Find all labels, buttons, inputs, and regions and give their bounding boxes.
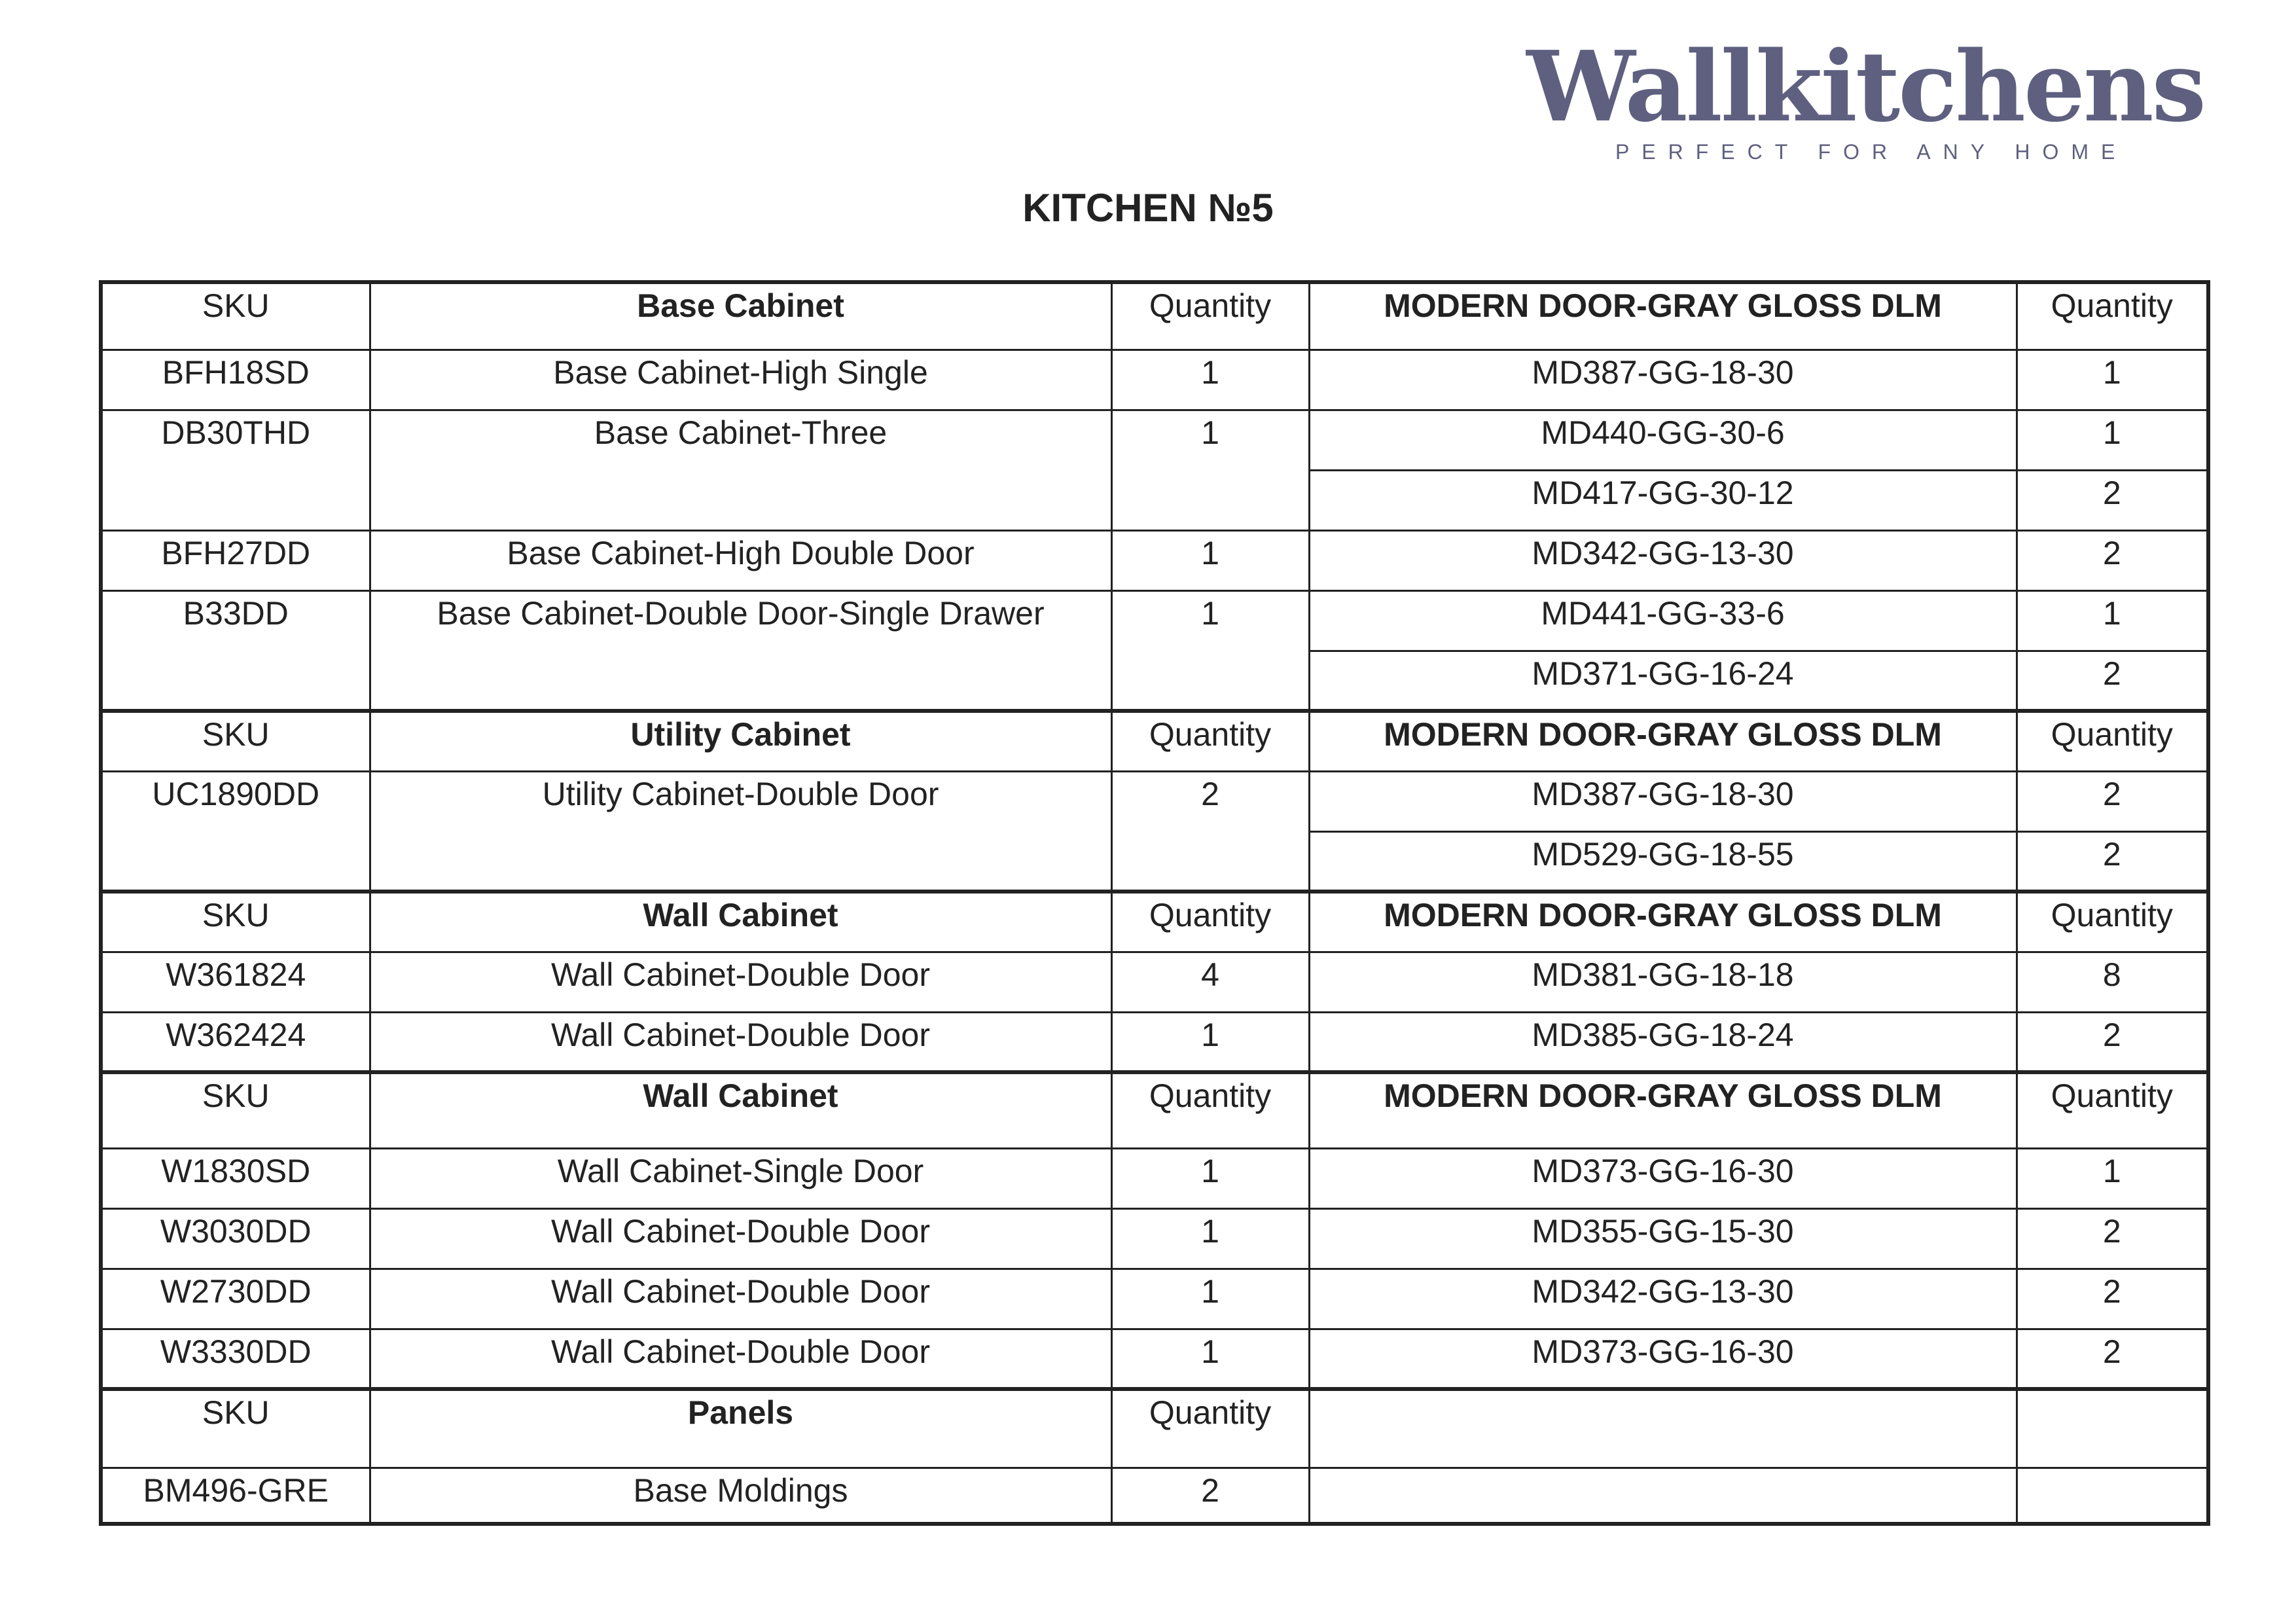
- header-door-type: MODERN DOOR-GRAY GLOSS DLM: [1309, 892, 2017, 952]
- kitchen-order-table: [99, 280, 2210, 1526]
- section-header-row: [101, 282, 2208, 350]
- header-cabinet-type: Wall Cabinet: [370, 1072, 1111, 1148]
- door-quantity: [2017, 1468, 2208, 1524]
- cabinet-sku: W361824: [101, 952, 370, 1012]
- header-door-quantity: Quantity: [2017, 892, 2208, 952]
- brand-logo: [1526, 29, 2204, 164]
- cabinet-sku: DB30THD: [101, 410, 370, 530]
- door-quantity: 2: [2017, 470, 2208, 530]
- door-code: MD387-GG-18-30: [1309, 350, 2017, 410]
- header-cabinet-type: Panels: [370, 1389, 1111, 1468]
- header-door-quantity: Quantity: [2017, 282, 2208, 350]
- door-quantity: 1: [2017, 1148, 2208, 1208]
- door-quantity: 2: [2017, 530, 2208, 590]
- door-quantity: 2: [2017, 1012, 2208, 1072]
- cabinet-sku: BM496-GRE: [101, 1468, 370, 1524]
- cabinet-sku: BFH18SD: [101, 350, 370, 410]
- door-code: MD373-GG-16-30: [1309, 1329, 2017, 1389]
- door-quantity: 2: [2017, 1329, 2208, 1389]
- cabinet-quantity: 4: [1111, 952, 1309, 1012]
- page-title: KITCHEN №5: [1022, 186, 1274, 230]
- door-quantity: 1: [2017, 590, 2208, 651]
- table-row: [101, 530, 2208, 590]
- cabinet-quantity: 1: [1111, 530, 1309, 590]
- cabinet-quantity: 1: [1111, 1269, 1309, 1329]
- cabinet-sku: BFH27DD: [101, 530, 370, 590]
- cabinet-sku: B33DD: [101, 590, 370, 711]
- door-code: MD385-GG-18-24: [1309, 1012, 2017, 1072]
- door-quantity: 2: [2017, 831, 2208, 892]
- cabinet-name: Base Cabinet-High Double Door: [370, 530, 1111, 590]
- door-code: MD342-GG-13-30: [1309, 1269, 2017, 1329]
- cabinet-name: Utility Cabinet-Double Door: [370, 771, 1111, 892]
- cabinet-sku: W362424: [101, 1012, 370, 1072]
- header-sku: SKU: [101, 282, 370, 350]
- header-door-quantity: [2017, 1389, 2208, 1468]
- door-quantity: 2: [2017, 651, 2208, 711]
- cabinet-quantity: 1: [1111, 1012, 1309, 1072]
- door-code: MD441-GG-33-6: [1309, 590, 2017, 651]
- section-header-row: [101, 1389, 2208, 1468]
- table-row: [101, 1329, 2208, 1389]
- table-row: [101, 1269, 2208, 1329]
- brand-name: Wallkitchens: [1526, 29, 2204, 143]
- table-row: [101, 952, 2208, 1012]
- table-row: [101, 1012, 2208, 1072]
- cabinet-quantity: 1: [1111, 350, 1309, 410]
- door-code: MD440-GG-30-6: [1309, 410, 2017, 470]
- table-row: [101, 1208, 2208, 1269]
- table-row: [101, 410, 2208, 470]
- cabinet-name: Wall Cabinet-Double Door: [370, 1208, 1111, 1269]
- cabinet-name: Wall Cabinet-Single Door: [370, 1148, 1111, 1208]
- door-code: MD371-GG-16-24: [1309, 651, 2017, 711]
- section-header-row: [101, 1072, 2208, 1148]
- door-quantity: 1: [2017, 410, 2208, 470]
- cabinet-name: Wall Cabinet-Double Door: [370, 952, 1111, 1012]
- table-row: [101, 590, 2208, 651]
- header-door-quantity: Quantity: [2017, 1072, 2208, 1148]
- door-quantity: 2: [2017, 1269, 2208, 1329]
- door-code: MD417-GG-30-12: [1309, 470, 2017, 530]
- header-cabinet-type: Base Cabinet: [370, 282, 1111, 350]
- door-code: [1309, 1468, 2017, 1524]
- header-sku: SKU: [101, 711, 370, 771]
- table-row: [101, 1148, 2208, 1208]
- table-row: [101, 1468, 2208, 1524]
- cabinet-name: Base Cabinet-High Single: [370, 350, 1111, 410]
- door-quantity: 8: [2017, 952, 2208, 1012]
- cabinet-sku: W3030DD: [101, 1208, 370, 1269]
- door-quantity: 2: [2017, 771, 2208, 831]
- header-quantity: Quantity: [1111, 1072, 1309, 1148]
- cabinet-name: Base Cabinet-Three: [370, 410, 1111, 530]
- cabinet-quantity: 1: [1111, 1329, 1309, 1389]
- door-quantity: 1: [2017, 350, 2208, 410]
- header-quantity: Quantity: [1111, 282, 1309, 350]
- cabinet-quantity: 2: [1111, 771, 1309, 892]
- cabinet-name: Base Moldings: [370, 1468, 1111, 1524]
- header-cabinet-type: Utility Cabinet: [370, 711, 1111, 771]
- header-cabinet-type: Wall Cabinet: [370, 892, 1111, 952]
- header-sku: SKU: [101, 1389, 370, 1468]
- cabinet-name: Wall Cabinet-Double Door: [370, 1269, 1111, 1329]
- header-quantity: Quantity: [1111, 1389, 1309, 1468]
- header-door-type: MODERN DOOR-GRAY GLOSS DLM: [1309, 1072, 2017, 1148]
- section-header-row: [101, 892, 2208, 952]
- table-row: [101, 771, 2208, 831]
- cabinet-quantity: 1: [1111, 1148, 1309, 1208]
- header-door-type: [1309, 1389, 2017, 1468]
- cabinet-quantity: 1: [1111, 410, 1309, 530]
- table-row: [101, 350, 2208, 410]
- door-code: MD373-GG-16-30: [1309, 1148, 2017, 1208]
- door-code: MD342-GG-13-30: [1309, 530, 2017, 590]
- brand-tagline: PERFECT FOR ANY HOME: [1615, 140, 2128, 164]
- header-door-quantity: Quantity: [2017, 711, 2208, 771]
- door-code: MD381-GG-18-18: [1309, 952, 2017, 1012]
- cabinet-sku: W3330DD: [101, 1329, 370, 1389]
- header-door-type: MODERN DOOR-GRAY GLOSS DLM: [1309, 282, 2017, 350]
- door-quantity: 2: [2017, 1208, 2208, 1269]
- cabinet-sku: W1830SD: [101, 1148, 370, 1208]
- cabinet-name: Base Cabinet-Double Door-Single Drawer: [370, 590, 1111, 711]
- header-sku: SKU: [101, 1072, 370, 1148]
- cabinet-name: Wall Cabinet-Double Door: [370, 1012, 1111, 1072]
- cabinet-sku: UC1890DD: [101, 771, 370, 892]
- door-code: MD387-GG-18-30: [1309, 771, 2017, 831]
- cabinet-quantity: 1: [1111, 1208, 1309, 1269]
- header-sku: SKU: [101, 892, 370, 952]
- door-code: MD529-GG-18-55: [1309, 831, 2017, 892]
- cabinet-quantity: 2: [1111, 1468, 1309, 1524]
- cabinet-name: Wall Cabinet-Double Door: [370, 1329, 1111, 1389]
- cabinet-sku: W2730DD: [101, 1269, 370, 1329]
- header-door-type: MODERN DOOR-GRAY GLOSS DLM: [1309, 711, 2017, 771]
- door-code: MD355-GG-15-30: [1309, 1208, 2017, 1269]
- cabinet-quantity: 1: [1111, 590, 1309, 711]
- header-quantity: Quantity: [1111, 892, 1309, 952]
- header-quantity: Quantity: [1111, 711, 1309, 771]
- section-header-row: [101, 711, 2208, 771]
